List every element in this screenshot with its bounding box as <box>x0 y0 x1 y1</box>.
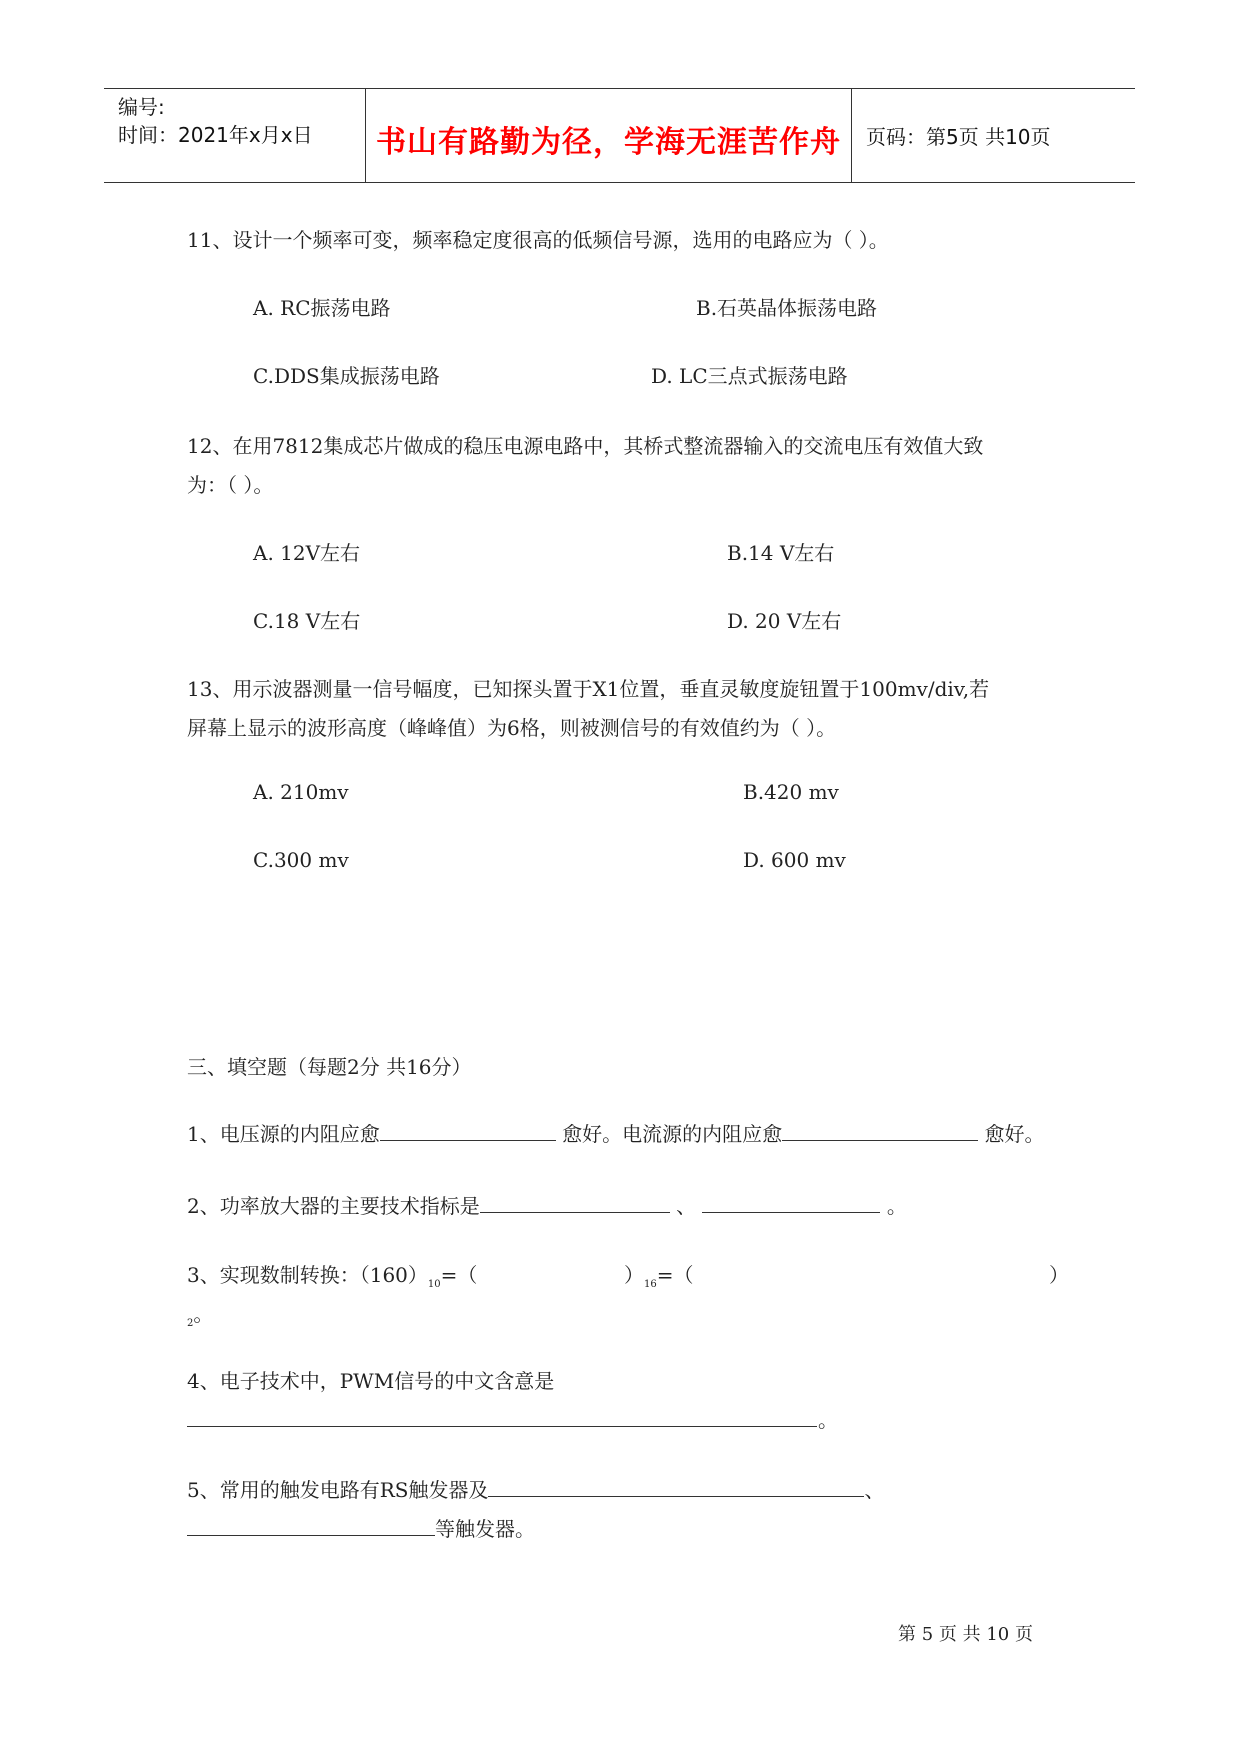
q13-option-d: D. 600 mv <box>743 848 846 872</box>
fill-q2 <box>187 1190 907 1219</box>
fill-q1-blank-1[interactable] <box>380 1120 556 1141</box>
header-motto: 书山有路勤为径，学海无涯苦作舟 <box>376 125 841 160</box>
q12-option-d: D. 20 V左右 <box>727 609 842 633</box>
fill-q3-text-b: =（ <box>440 1263 478 1287</box>
header-meta <box>118 93 313 149</box>
time-label: 时间：2021年x月x日 <box>118 123 313 147</box>
fill-q2-text-a: 2、功率放大器的主要技术指标是 <box>187 1194 480 1218</box>
fill-q3-base-16: 16 <box>644 1279 657 1290</box>
q11-stem: 11、设计一个频率可变，频率稳定度很高的低频信号源，选用的电路应为（ ）。 <box>187 228 889 252</box>
q11-option-c: C.DDS集成振荡电路 <box>253 364 440 388</box>
fill-q5-blank-2[interactable] <box>187 1515 435 1536</box>
q13-option-a: A. 210mv <box>253 780 349 804</box>
fill-q3-text-a: 3、实现数制转换：（160） <box>187 1263 428 1287</box>
fill-q3-text-d: =（ <box>656 1263 694 1287</box>
fill-q3-blank-1[interactable] <box>490 1259 620 1285</box>
fill-q5-text-b: 、 <box>864 1478 885 1502</box>
fill-q3-base-2: 2 <box>187 1318 194 1329</box>
page-header <box>104 88 1135 183</box>
fill-q1-text-c: 愈好。 <box>984 1122 1045 1146</box>
fill-section-title: 三、填空题（每题2分 共16分） <box>187 1055 472 1079</box>
fill-q3-part2 <box>624 1259 694 1290</box>
fill-q5-line2 <box>187 1513 535 1542</box>
fill-q4-text: 4、电子技术中，PWM信号的中文含意是 <box>187 1369 555 1393</box>
header-divider <box>851 89 852 182</box>
fill-q3-text-e: ） <box>1049 1263 1069 1287</box>
fill-q3-part1 <box>187 1259 477 1290</box>
fill-q2-blank-1[interactable] <box>480 1192 670 1213</box>
fill-q1-blank-2[interactable] <box>782 1120 978 1141</box>
fill-q2-text-b: 、 <box>676 1194 697 1218</box>
q13-option-c: C.300 mv <box>253 848 349 872</box>
q11-option-b: B.石英晶体振荡电路 <box>696 296 878 320</box>
q12-option-b: B.14 V左右 <box>727 541 835 565</box>
fill-q3-text-c: ） <box>624 1263 644 1287</box>
fill-q3-text-f: 。 <box>193 1302 214 1326</box>
fill-q5-text-a: 5、常用的触发电路有RS触发器及 <box>187 1478 489 1502</box>
serial-label: 编号: <box>118 95 165 119</box>
q13-stem-line2: 屏幕上显示的波形高度（峰峰值）为6格，则被测信号的有效值约为（ ）。 <box>187 716 837 740</box>
page-footer: 第 5 页 共 10 页 <box>898 1624 1033 1645</box>
q13-stem-line1: 13、用示波器测量一信号幅度，已知探头置于X1位置，垂直灵敏度旋钮置于100mv/div,若 <box>187 677 990 701</box>
fill-q1-text-a: 1、电压源的内阻应愈 <box>187 1122 380 1146</box>
fill-q4-blank[interactable] <box>187 1426 817 1427</box>
fill-q1-text-b: 愈好。电流源的内阻应愈 <box>562 1122 783 1146</box>
q12-option-a: A. 12V左右 <box>253 541 361 565</box>
fill-q4-end: 。 <box>818 1408 838 1432</box>
fill-q3-blank-2[interactable] <box>700 1259 1040 1285</box>
fill-q5-text-c: 等触发器。 <box>435 1517 535 1541</box>
q12-stem-line2: 为：（ ）。 <box>187 473 274 497</box>
header-page-code: 页码：第5页 共10页 <box>866 125 1051 149</box>
q12-option-c: C.18 V左右 <box>253 609 361 633</box>
q13-option-b: B.420 mv <box>743 780 839 804</box>
fill-q5-line1 <box>187 1474 884 1503</box>
fill-q2-blank-2[interactable] <box>702 1192 880 1213</box>
fill-q3-base-10: 10 <box>427 1279 441 1290</box>
fill-q1 <box>187 1118 1044 1147</box>
fill-q3-part3 <box>187 1298 213 1329</box>
q12-stem-line1: 12、在用7812集成芯片做成的稳压电源电路中，其桥式整流器输入的交流电压有效值大致 <box>187 434 984 458</box>
fill-q5-blank-1[interactable] <box>488 1476 864 1497</box>
q11-option-a: A. RC振荡电路 <box>253 296 391 320</box>
fill-q2-text-c: 。 <box>886 1194 907 1218</box>
q11-option-d: D. LC三点式振荡电路 <box>651 364 848 388</box>
